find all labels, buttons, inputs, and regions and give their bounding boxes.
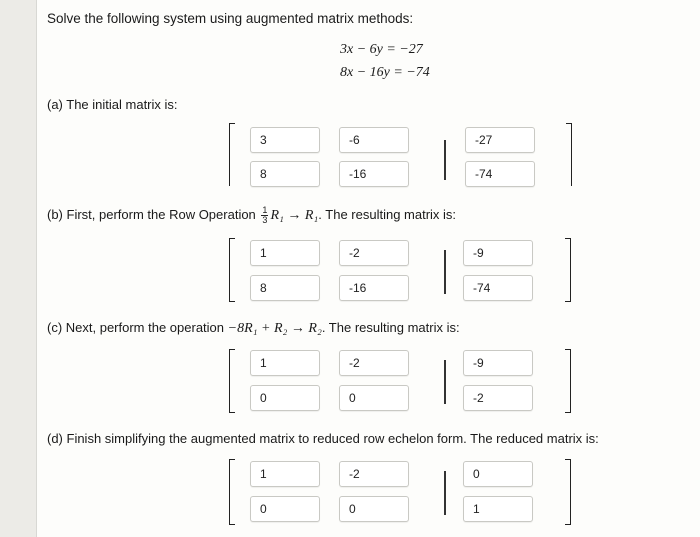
matrix-d-r2c2-input[interactable]: 0 bbox=[339, 496, 409, 522]
fraction-one-third: $\frac{1}{3}$ bbox=[262, 205, 268, 225]
matrix-d-r1c3-input[interactable]: 0 bbox=[463, 461, 533, 487]
left-bracket-c bbox=[229, 349, 235, 413]
augment-bar-b bbox=[444, 250, 446, 294]
matrix-c-r2c1-input[interactable]: 0 bbox=[250, 385, 320, 411]
matrix-b-r1c1-input[interactable]: 1 bbox=[250, 240, 320, 266]
right-bracket-b bbox=[565, 238, 571, 302]
right-bracket-c bbox=[565, 349, 571, 413]
left-bracket-d bbox=[229, 459, 235, 525]
matrix-c-r2c2-input[interactable]: 0 bbox=[339, 385, 409, 411]
matrix-d-r1c1-input[interactable]: 1 bbox=[250, 461, 320, 487]
right-bracket-a bbox=[566, 123, 572, 186]
matrix-a-r1c2-input[interactable]: -6 bbox=[339, 127, 409, 153]
matrix-c-r1c3-input[interactable]: -9 bbox=[463, 350, 533, 376]
matrix-b-r1c2-input[interactable]: -2 bbox=[339, 240, 409, 266]
matrix-c-r2c3-input[interactable]: -2 bbox=[463, 385, 533, 411]
part-d-label: (d) Finish simplifying the augmented matrix to reduced row echelon form. The reduced matrix is: bbox=[47, 431, 599, 446]
instruction-text: Solve the following system using augmented matrix methods: bbox=[47, 11, 414, 26]
matrix-c-r1c2-input[interactable]: -2 bbox=[339, 350, 409, 376]
part-a-label: (a) The initial matrix is: bbox=[47, 97, 178, 112]
augment-bar-a bbox=[444, 140, 446, 180]
left-bracket-a bbox=[229, 123, 235, 186]
part-c-label: (c) Next, perform the operation −8R₁ + R₂ → R₂. The resulting matrix is: bbox=[47, 320, 460, 336]
matrix-a-r1c1-input[interactable]: 3 bbox=[250, 127, 320, 153]
matrix-b-r2c1-input[interactable]: 8 bbox=[250, 275, 320, 301]
matrix-a-r1c3-input[interactable]: -27 bbox=[465, 127, 535, 153]
matrix-b-r2c3-input[interactable]: -74 bbox=[463, 275, 533, 301]
equation-2: 8x − 16y = −74 bbox=[340, 65, 430, 80]
equation-1: 3x − 6y = −27 bbox=[340, 42, 423, 57]
matrix-d-r2c3-input[interactable]: 1 bbox=[463, 496, 533, 522]
left-bracket-b bbox=[229, 238, 235, 302]
right-bracket-d bbox=[565, 459, 571, 525]
part-b-label: (b) First, perform the Row Operation $\frac{1}{3}$ R₁ → R₁. The resulting matrix is: bbox=[47, 205, 457, 225]
matrix-d-r2c1-input[interactable]: 0 bbox=[250, 496, 320, 522]
matrix-c-r1c1-input[interactable]: 1 bbox=[250, 350, 320, 376]
matrix-d-r1c2-input[interactable]: -2 bbox=[339, 461, 409, 487]
augment-bar-d bbox=[444, 471, 446, 515]
matrix-a-r2c1-input[interactable]: 8 bbox=[250, 161, 320, 187]
augment-bar-c bbox=[444, 360, 446, 404]
matrix-a-r2c3-input[interactable]: -74 bbox=[465, 161, 535, 187]
matrix-a-r2c2-input[interactable]: -16 bbox=[339, 161, 409, 187]
matrix-b-r2c2-input[interactable]: -16 bbox=[339, 275, 409, 301]
matrix-b-r1c3-input[interactable]: -9 bbox=[463, 240, 533, 266]
